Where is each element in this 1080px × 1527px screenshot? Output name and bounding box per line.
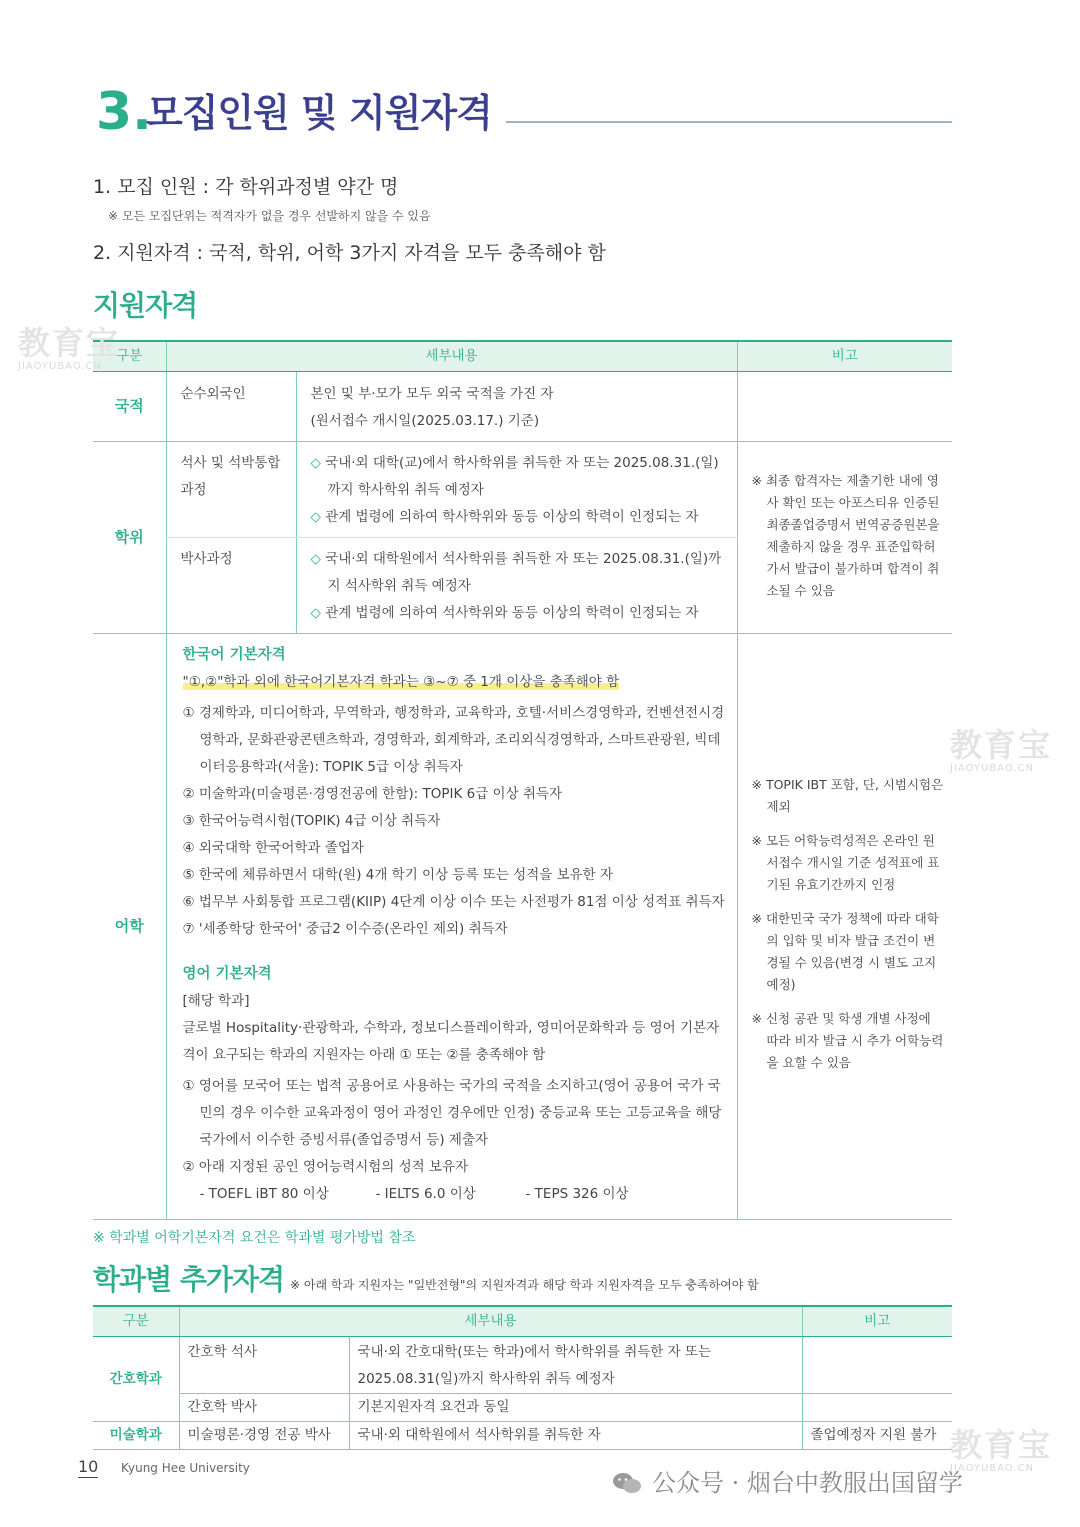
korean-item: ⑦ '세종학당 한국어' 중급2 이수증(온라인 제외) 취득자 — [182, 921, 508, 937]
additional-heading: 학과별 추가자격 — [93, 1263, 285, 1296]
english-requirement-title: 영어 기본자격 — [182, 966, 272, 982]
recruit-count-line: 1. 모집 인원 : 각 학위과정별 약간 명 — [93, 176, 399, 198]
category-degree: 학위 — [93, 442, 166, 634]
masters-item: 관계 법령에 의하여 학사학위와 동등 이상의 학력이 인정되는 자 — [325, 509, 699, 525]
diamond-icon: ◇ — [310, 455, 326, 471]
watermark-text: 教育宝 — [950, 726, 1053, 764]
watermark-sub: JIAOYUBAO.CN — [950, 1463, 1034, 1474]
language-note: ※ 모든 어학능력성적은 온라인 원서접수 개시일 기준 성적표에 표기된 유효기간까지 인정 — [751, 833, 940, 892]
watermark-text: 教育宝 — [950, 1426, 1053, 1464]
nursing-masters-detail: 국내·외 간호대학(또는 학과)에서 학사학위를 취득한 자 또는 2025.08.31(일)까지 학사학위 취득 예정자 — [349, 1337, 802, 1394]
language-note: ※ TOPIK IBT 포함, 단, 시범시험은 제외 — [751, 777, 944, 814]
korean-item: ⑥ 법무부 사회통합 프로그램(KIIP) 4단계 이상 이수 또는 사전평가 81점 이상 성적표 취득자 — [182, 894, 725, 910]
korean-item: ① 경제학과, 미디어학과, 무역학과, 행정학과, 교육학과, 호텔·서비스경영학과, 컨벤션전시경영학과, 문화관광콘텐츠학과, 경영학과, 회계학과, 조리외식경영학과, 스마트관광원, 빅데이터응용학과(서울): TOPIK 5급 이상 취득자 — [182, 705, 725, 775]
watermark — [18, 325, 120, 373]
nationality-detail-date: (원서접수 개시일(2025.03.17.) 기준) — [310, 413, 540, 429]
test-ielts: - IELTS 6.0 이상 — [375, 1186, 476, 1202]
english-requirement-sub: [해당 학과] — [182, 993, 250, 1009]
diamond-icon: ◇ — [310, 605, 326, 621]
nursing-doctoral-type: 간호학 박사 — [179, 1394, 349, 1422]
header-detail: 세부내용 — [179, 1306, 802, 1337]
additional-note: ※ 아래 학과 지원자는 "일반전형"의 지원자격과 해당 학과 지원자격을 모두 충족하여야 함 — [290, 1278, 759, 1292]
watermark-sub: JIAOYUBAO.CN — [950, 763, 1034, 774]
masters-item: 국내·외 대학(교)에서 학사학위를 취득한 자 또는 2025.08.31.(일)까지 학사학위 취득 예정자 — [325, 455, 719, 498]
page-number: 10 — [78, 1457, 99, 1476]
nursing-masters-remark — [802, 1337, 952, 1394]
art-type: 미술평론·경영 전공 박사 — [179, 1422, 349, 1450]
section-title: 모집인원 및 지원자격 — [146, 91, 492, 135]
watermark-sub: JIAOYUBAO.CN — [18, 361, 102, 372]
qualification-summary-line: 2. 지원자격 : 국적, 학위, 어학 3가지 자격을 모두 충족해야 함 — [93, 242, 606, 264]
recruit-count-note: ※ 모든 모집단위는 적격자가 없을 경우 선발하지 않을 수 있음 — [108, 209, 431, 223]
additional-table — [93, 1305, 952, 1450]
korean-requirement-title: 한국어 기본자격 — [182, 647, 286, 663]
category-art: 미술학과 — [93, 1422, 179, 1450]
wechat-icon — [612, 1471, 642, 1495]
degree-note: ※ 최종 합격자는 제출기한 내에 영사 확인 또는 아포스티유 인증된 최종졸업증명서 번역공증원본을 제출하지 않을 경우 표준입학허가서 발급이 불가하며 합격이 취소될 수 있음 — [751, 473, 940, 598]
nationality-type: 순수외국인 — [166, 372, 296, 442]
test-teps: - TEPS 326 이상 — [525, 1186, 629, 1202]
korean-item: ② 미술학과(미술평론·경영전공에 한함): TOPIK 6급 이상 취득자 — [182, 786, 563, 802]
doctoral-item: 관계 법령에 의하여 석사학위와 동등 이상의 학력이 인정되는 자 — [325, 605, 699, 621]
nursing-masters-type: 간호학 석사 — [179, 1337, 349, 1394]
korean-item: ④ 외국대학 한국어학과 졸업자 — [182, 840, 364, 856]
header-remark: 비고 — [737, 341, 952, 372]
diamond-icon: ◇ — [310, 551, 326, 567]
language-note: ※ 신청 공관 및 학생 개별 사정에 따라 비자 발급 시 추가 어학능력을 요할 수 있음 — [751, 1011, 944, 1070]
english-item: ① 영어를 모국어 또는 법적 공용어로 사용하는 국가의 국적을 소지하고(영어 공용어 국가 국민의 경우 이수한 교육과정이 영어 과정인 경우에만 인정) 중등교육 또는 고등교육을 해당 국가에서 이수한 증빙서류(졸업증명서 등) 제출자 — [182, 1078, 722, 1148]
university-name: Kyung Hee University — [121, 1461, 250, 1475]
doctoral-type: 박사과정 — [166, 538, 296, 634]
watermark-text: 教育宝 — [18, 324, 121, 362]
qualifications-table — [93, 340, 952, 1220]
masters-type: 석사 및 석박통합과정 — [166, 442, 296, 538]
category-nursing: 간호학과 — [93, 1337, 179, 1422]
qualifications-heading: 지원자격 — [93, 289, 198, 322]
section-number: 3. — [96, 82, 152, 142]
art-remark: 졸업예정자 지원 불가 — [802, 1422, 952, 1450]
diamond-icon: ◇ — [310, 509, 326, 525]
english-requirement-intro: 글로벌 Hospitality·관광학과, 수학과, 정보디스플레이학과, 영미어문화학과 등 영어 기본자격이 요구되는 학과의 지원자는 아래 ① 또는 ②를 충족해야 함 — [182, 1020, 720, 1063]
language-footnote: ※ 학과별 어학기본자격 요건은 학과별 평가방법 참조 — [93, 1230, 416, 1246]
section-divider — [506, 121, 952, 123]
doctoral-item: 국내·외 대학원에서 석사학위를 취득한 자 또는 2025.08.31.(일)까지 석사학위 취득 예정자 — [325, 551, 722, 594]
header-detail: 세부내용 — [166, 341, 737, 372]
header-category: 구분 — [93, 341, 166, 372]
korean-requirement-intro: "①,②"학과 외에 한국어기본자격 학과는 ③~⑦ 중 1개 이상을 충족해야 함 — [182, 674, 620, 690]
test-toefl: - TOEFL iBT 80 이상 — [199, 1186, 329, 1202]
header-remark: 비고 — [802, 1306, 952, 1337]
nursing-doctoral-detail: 기본지원자격 요건과 동일 — [349, 1394, 802, 1422]
category-language: 어학 — [93, 634, 166, 1220]
wechat-watermark: 公众号 · 烟台中教服出国留学 — [652, 1469, 963, 1497]
language-note: ※ 대한민국 국가 정책에 따라 대학의 입학 및 비자 발급 조건이 변경될 수 있음(변경 시 별도 고지 예정) — [751, 911, 939, 992]
nationality-detail: 본인 및 부·모가 모두 외국 국적을 가진 자 — [310, 386, 554, 402]
watermark — [950, 727, 1052, 775]
art-detail: 국내·외 대학원에서 석사학위를 취득한 자 — [349, 1422, 802, 1450]
header-category: 구분 — [93, 1306, 179, 1337]
nursing-doctoral-remark — [802, 1394, 952, 1422]
category-nationality: 국적 — [93, 372, 166, 442]
korean-item: ③ 한국어능력시험(TOPIK) 4급 이상 취득자 — [182, 813, 441, 829]
watermark — [950, 1427, 1052, 1475]
english-item: ② 아래 지정된 공인 영어능력시험의 성적 보유자 — [182, 1159, 469, 1175]
korean-item: ⑤ 한국에 체류하면서 대학(원) 4개 학기 이상 등록 또는 성적을 보유한 자 — [182, 867, 614, 883]
